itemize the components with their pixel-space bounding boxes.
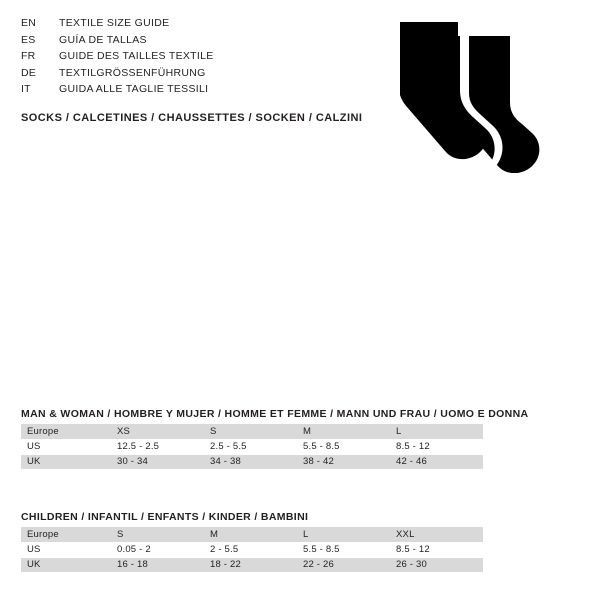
row-label: UK	[21, 557, 111, 572]
language-label: GUIDE DES TAILLES TEXTILE	[59, 50, 214, 62]
size-cell: M	[297, 424, 390, 439]
size-cell: XXL	[390, 527, 483, 542]
size-table-children	[21, 527, 483, 572]
size-cell: S	[204, 424, 297, 439]
socks-pair-illustration	[400, 18, 570, 173]
size-cell: 26 - 30	[390, 557, 483, 572]
table-row	[21, 424, 483, 439]
language-row	[21, 32, 361, 49]
language-label: TEXTILGRÖSSENFÜHRUNG	[59, 66, 206, 79]
table-row	[21, 439, 483, 454]
language-code: DE	[21, 66, 36, 79]
size-cell: 30 - 34	[111, 454, 204, 469]
size-cell: 22 - 26	[297, 557, 390, 572]
table-caption: MAN & WOMAN / HOMBRE Y MUJER / HOMME ET FEMME / MANN UND FRAU / UOMO E DONNA	[21, 408, 529, 420]
size-cell: 8.5 - 12	[390, 439, 483, 454]
table-row	[21, 454, 483, 469]
row-label: US	[21, 439, 111, 454]
size-cell: 12.5 - 2.5	[111, 439, 204, 454]
language-row	[21, 65, 361, 82]
page-title: SOCKS / CALCETINES / CHAUSSETTES / SOCKEN / CALZINI	[21, 112, 363, 124]
size-cell: 16 - 18	[111, 557, 204, 572]
size-cell: 38 - 42	[297, 454, 390, 469]
size-cell: L	[390, 424, 483, 439]
size-cell: M	[204, 527, 297, 542]
size-cell: 34 - 38	[204, 454, 297, 469]
row-label: Europe	[21, 424, 111, 439]
table-row	[21, 557, 483, 572]
language-row	[21, 81, 361, 98]
language-code: IT	[21, 83, 31, 95]
size-table-man-woman	[21, 424, 483, 469]
size-cell: S	[111, 527, 204, 542]
table-section-children	[21, 511, 483, 572]
size-cell: 8.5 - 12	[390, 542, 483, 557]
table-row	[21, 542, 483, 557]
language-code: EN	[21, 17, 36, 29]
size-cell: 2.5 - 5.5	[204, 439, 297, 454]
size-cell: 42 - 46	[390, 454, 483, 469]
language-label: GUIDA ALLE TAGLIE TESSILI	[59, 83, 209, 95]
size-cell: 2 - 5.5	[204, 542, 297, 557]
language-row	[21, 15, 361, 32]
language-row	[21, 48, 361, 65]
size-cell: 5.5 - 8.5	[297, 439, 390, 454]
size-cell: L	[297, 527, 390, 542]
row-label: Europe	[21, 527, 111, 542]
size-cell: XS	[111, 424, 204, 439]
table-caption: CHILDREN / INFANTIL / ENFANTS / KINDER / BAMBINI	[21, 511, 309, 523]
size-cell: 18 - 22	[204, 557, 297, 572]
table-row	[21, 527, 483, 542]
size-cell: 5.5 - 8.5	[297, 542, 390, 557]
language-label: TEXTILE SIZE GUIDE	[59, 17, 170, 29]
language-code: ES	[21, 33, 36, 46]
table-section-man-woman	[21, 408, 529, 469]
row-label: US	[21, 542, 111, 557]
language-code: FR	[21, 50, 36, 62]
language-label: GUÍA DE TALLAS	[59, 33, 147, 46]
size-cell: 0.05 - 2	[111, 542, 204, 557]
language-list	[21, 15, 361, 98]
row-label: UK	[21, 454, 111, 469]
